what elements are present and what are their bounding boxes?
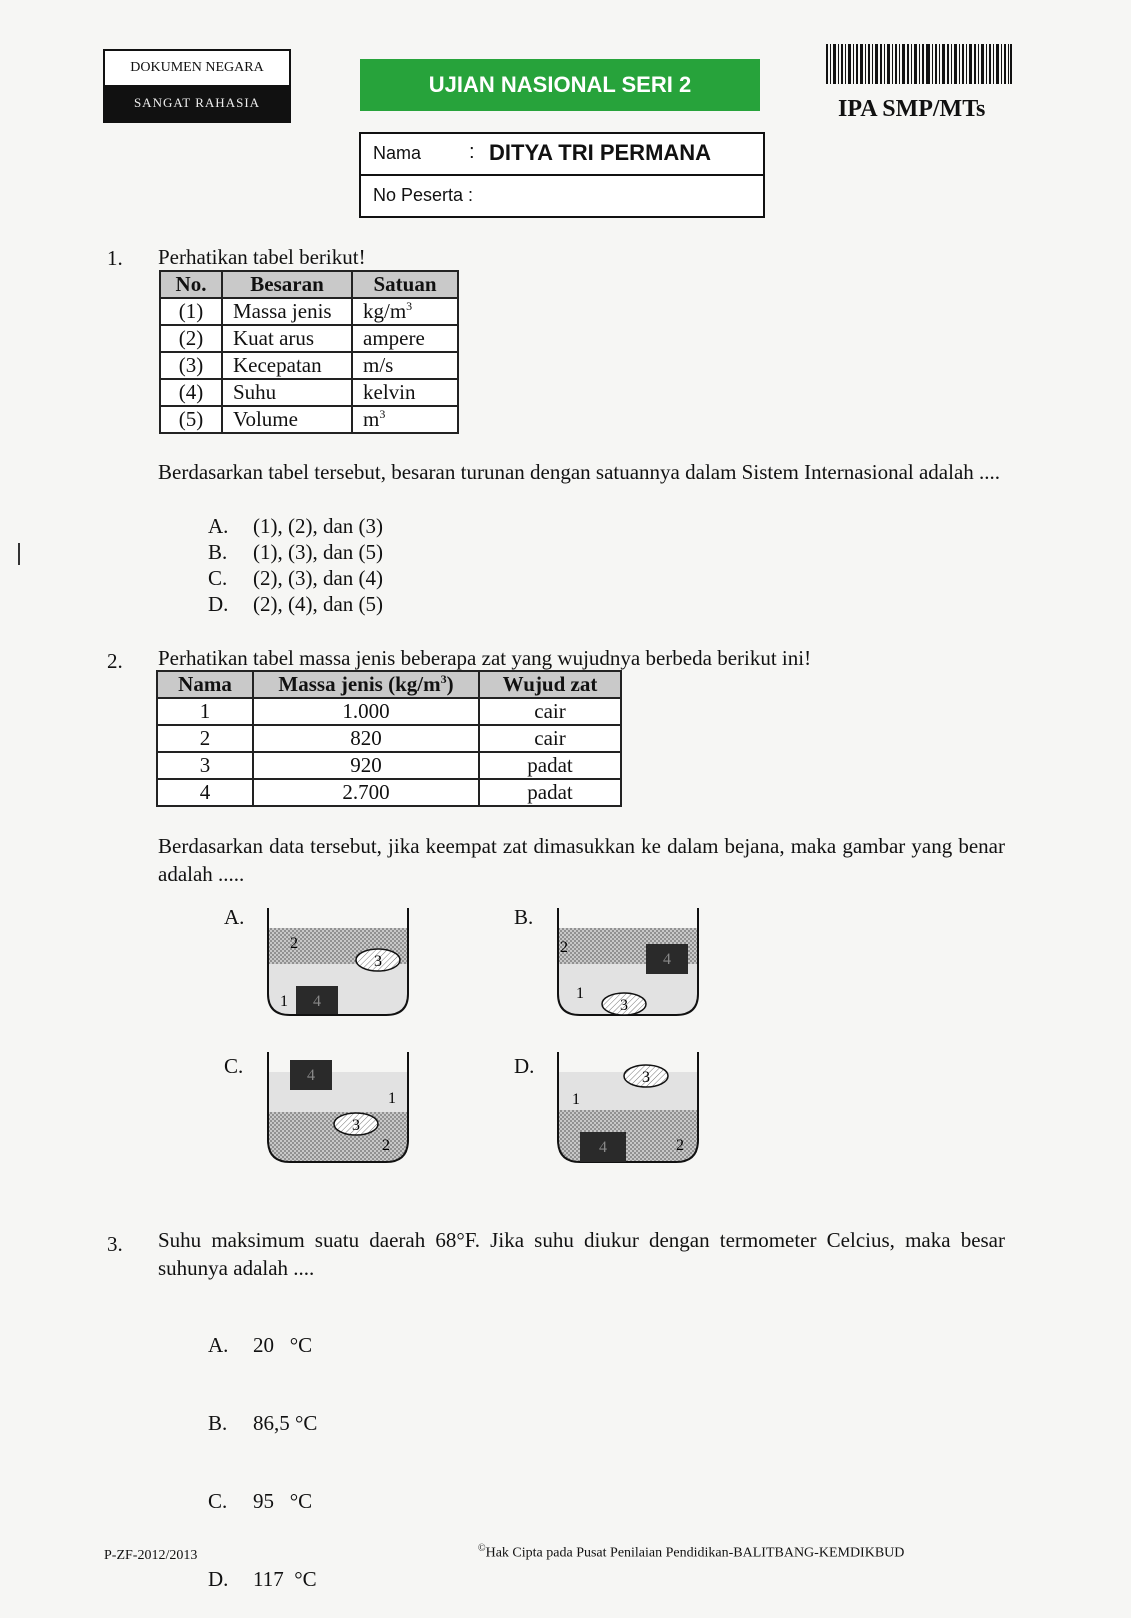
vessel-b-label-4: 4 xyxy=(663,951,671,968)
copyright-icon: © xyxy=(478,1543,486,1554)
table-row xyxy=(160,379,458,406)
vessel-a xyxy=(268,908,408,1016)
vessel-a-label-3: 3 xyxy=(374,953,382,970)
option-item[interactable] xyxy=(208,1566,317,1592)
confidentiality-label: SANGAT RAHASIA xyxy=(105,85,289,121)
q2-table xyxy=(156,670,622,807)
q2-cell-nama: 1 xyxy=(157,698,253,725)
option-item[interactable] xyxy=(208,513,383,539)
q1-cell-no: (1) xyxy=(160,298,222,325)
vessel-c-label-4: 4 xyxy=(307,1067,315,1084)
name-value: DITYA TRI PERMANA xyxy=(489,140,712,165)
q2-cell-massa: 2.700 xyxy=(253,779,479,806)
copyright-text: Hak Cipta pada Pusat Penilaian Pendidikan-BALITBANG-KEMDIKBUD xyxy=(485,1545,905,1561)
vessel-d-label-4: 4 xyxy=(599,1139,607,1156)
vessel-d-label-3: 3 xyxy=(642,1069,650,1086)
option-text: 95 °C xyxy=(253,1489,313,1513)
vessel-c-label-3: 3 xyxy=(352,1117,360,1134)
footer-copyright xyxy=(478,1543,904,1562)
option-item[interactable] xyxy=(208,1410,317,1436)
q1-cell-no: (3) xyxy=(160,352,222,379)
option-key: D. xyxy=(208,592,229,616)
option-text: 86,5 °C xyxy=(253,1411,318,1435)
peserta-label: No Peserta : xyxy=(373,185,474,205)
table-row xyxy=(160,352,458,379)
q1-intro: Perhatikan tabel berikut! xyxy=(158,245,366,269)
q2-cell-massa: 1.000 xyxy=(253,698,479,725)
q2-intro: Perhatikan tabel massa jenis beberapa zat yang wujudnya berbeda berikut ini! xyxy=(158,646,812,670)
q1-cell-satuan xyxy=(352,298,458,325)
option-key: A. xyxy=(208,514,229,538)
vessel-a-label-4: 4 xyxy=(313,993,321,1010)
q1-satuan-base: m xyxy=(363,407,380,431)
vessel-c-label-1: 1 xyxy=(388,1090,396,1107)
table-row xyxy=(157,698,621,725)
q1-options xyxy=(208,513,383,617)
table-row xyxy=(160,406,458,433)
q1-cell-satuan xyxy=(352,406,458,433)
document-classification-box xyxy=(103,49,291,123)
q2-number: 2. xyxy=(107,649,123,673)
option-text: 20 °C xyxy=(253,1333,313,1357)
q1-satuan-exp: 3 xyxy=(406,299,413,313)
table-row xyxy=(157,725,621,752)
q2-cell-massa: 820 xyxy=(253,725,479,752)
footer-code: P-ZF-2012/2013 xyxy=(104,1548,198,1563)
option-key: B. xyxy=(208,540,228,564)
q2-cell-nama: 3 xyxy=(157,752,253,779)
option-item[interactable] xyxy=(208,1332,317,1358)
margin-mark xyxy=(18,543,20,565)
q1-cell-no: (4) xyxy=(160,379,222,406)
q2-cell-wujud: padat xyxy=(479,779,621,806)
q1-table xyxy=(159,270,459,434)
figure-label-c[interactable]: C. xyxy=(224,1054,244,1078)
vessel-c xyxy=(268,1052,408,1164)
vessel-b xyxy=(558,908,698,1016)
option-text: (1), (3), dan (5) xyxy=(253,540,384,564)
q1-col-no: No. xyxy=(160,271,222,298)
vessel-d xyxy=(558,1052,698,1164)
table-row xyxy=(160,298,458,325)
option-text: (1), (2), dan (3) xyxy=(253,514,384,538)
figure-label-b[interactable]: B. xyxy=(514,905,534,929)
option-item[interactable] xyxy=(208,1488,317,1514)
vessel-b-label-2: 2 xyxy=(560,939,568,956)
option-text: (2), (3), dan (4) xyxy=(253,566,384,590)
barcode-icon xyxy=(826,44,1012,84)
q1-satuan-exp: 3 xyxy=(379,407,386,421)
q1-cell-besaran: Volume xyxy=(222,406,352,433)
participant-box xyxy=(359,132,765,218)
q1-number: 1. xyxy=(107,246,123,270)
vessel-c-liquid-1 xyxy=(268,1072,408,1112)
q3-question: Suhu maksimum suatu daerah 68°F. Jika suhu diukur dengan termometer Celcius, maka besar suhunya adalah .... xyxy=(158,1228,1005,1280)
figure-label-d[interactable]: D. xyxy=(514,1054,535,1078)
figure-label-a[interactable]: A. xyxy=(224,905,245,929)
q2-col-nama: Nama xyxy=(157,671,253,698)
q1-cell-besaran: Massa jenis xyxy=(222,298,352,325)
q2-table-header xyxy=(157,671,621,698)
table-row xyxy=(157,752,621,779)
q2-cell-nama: 4 xyxy=(157,779,253,806)
vessel-figures xyxy=(250,900,710,1200)
option-item[interactable] xyxy=(208,591,383,617)
vessel-a-label-1: 1 xyxy=(280,993,288,1010)
table-row xyxy=(160,325,458,352)
peserta-row xyxy=(361,176,763,216)
exam-title-banner: UJIAN NASIONAL SERI 2 xyxy=(360,59,760,111)
name-label: Nama xyxy=(373,143,422,163)
q1-col-satuan: Satuan xyxy=(352,271,458,298)
option-item[interactable] xyxy=(208,565,383,591)
q3-options xyxy=(208,1280,317,1618)
q2-cell-wujud: padat xyxy=(479,752,621,779)
option-key: C. xyxy=(208,566,228,590)
option-key: B. xyxy=(208,1411,228,1435)
q1-cell-besaran: Suhu xyxy=(222,379,352,406)
name-row xyxy=(361,134,763,176)
table-row xyxy=(157,779,621,806)
q1-cell-no: (5) xyxy=(160,406,222,433)
vessel-c-label-2: 2 xyxy=(382,1137,390,1154)
q1-cell-satuan: kelvin xyxy=(352,379,458,406)
q1-cell-besaran: Kuat arus xyxy=(222,325,352,352)
option-key: C. xyxy=(208,1489,228,1513)
q2-cell-massa: 920 xyxy=(253,752,479,779)
q1-satuan-base: kg/m xyxy=(363,299,407,323)
option-item[interactable] xyxy=(208,539,383,565)
q2-cell-wujud: cair xyxy=(479,698,621,725)
q1-cell-satuan: m/s xyxy=(352,352,458,379)
vessel-d-label-2: 2 xyxy=(676,1137,684,1154)
q3-number: 3. xyxy=(107,1232,123,1256)
q2-col-massa xyxy=(253,671,479,698)
q2-massa-head-exp: 3 xyxy=(440,672,447,686)
q1-cell-besaran: Kecepatan xyxy=(222,352,352,379)
option-text: 117 °C xyxy=(253,1567,317,1591)
vessel-b-label-3: 3 xyxy=(620,997,628,1014)
q1-col-besaran: Besaran xyxy=(222,271,352,298)
option-text: (2), (4), dan (5) xyxy=(253,592,384,616)
q1-cell-no: (2) xyxy=(160,325,222,352)
q2-question: Berdasarkan data tersebut, jika keempat zat dimasukkan ke dalam bejana, maka gambar yang benar adalah ..... xyxy=(158,834,1005,886)
vessel-a-label-2: 2 xyxy=(290,935,298,952)
q2-massa-head-b: ) xyxy=(446,672,454,696)
q1-question: Berdasarkan tabel tersebut, besaran turunan dengan satuannya dalam Sistem Internasional adalah .... xyxy=(158,460,1001,484)
option-key: D. xyxy=(208,1567,229,1591)
q2-cell-wujud: cair xyxy=(479,725,621,752)
subject-title: IPA SMP/MTs xyxy=(838,96,986,122)
q1-table-header xyxy=(160,271,458,298)
q1-cell-satuan: ampere xyxy=(352,325,458,352)
vessel-b-label-1: 1 xyxy=(576,985,584,1002)
vessel-d-label-1: 1 xyxy=(572,1091,580,1108)
document-type: DOKUMEN NEGARA xyxy=(105,51,289,85)
name-colon: : xyxy=(469,141,475,163)
q2-massa-head-a: Massa jenis (kg/m xyxy=(278,672,441,696)
option-key: A. xyxy=(208,1333,229,1357)
q2-col-wujud: Wujud zat xyxy=(479,671,621,698)
q2-cell-nama: 2 xyxy=(157,725,253,752)
